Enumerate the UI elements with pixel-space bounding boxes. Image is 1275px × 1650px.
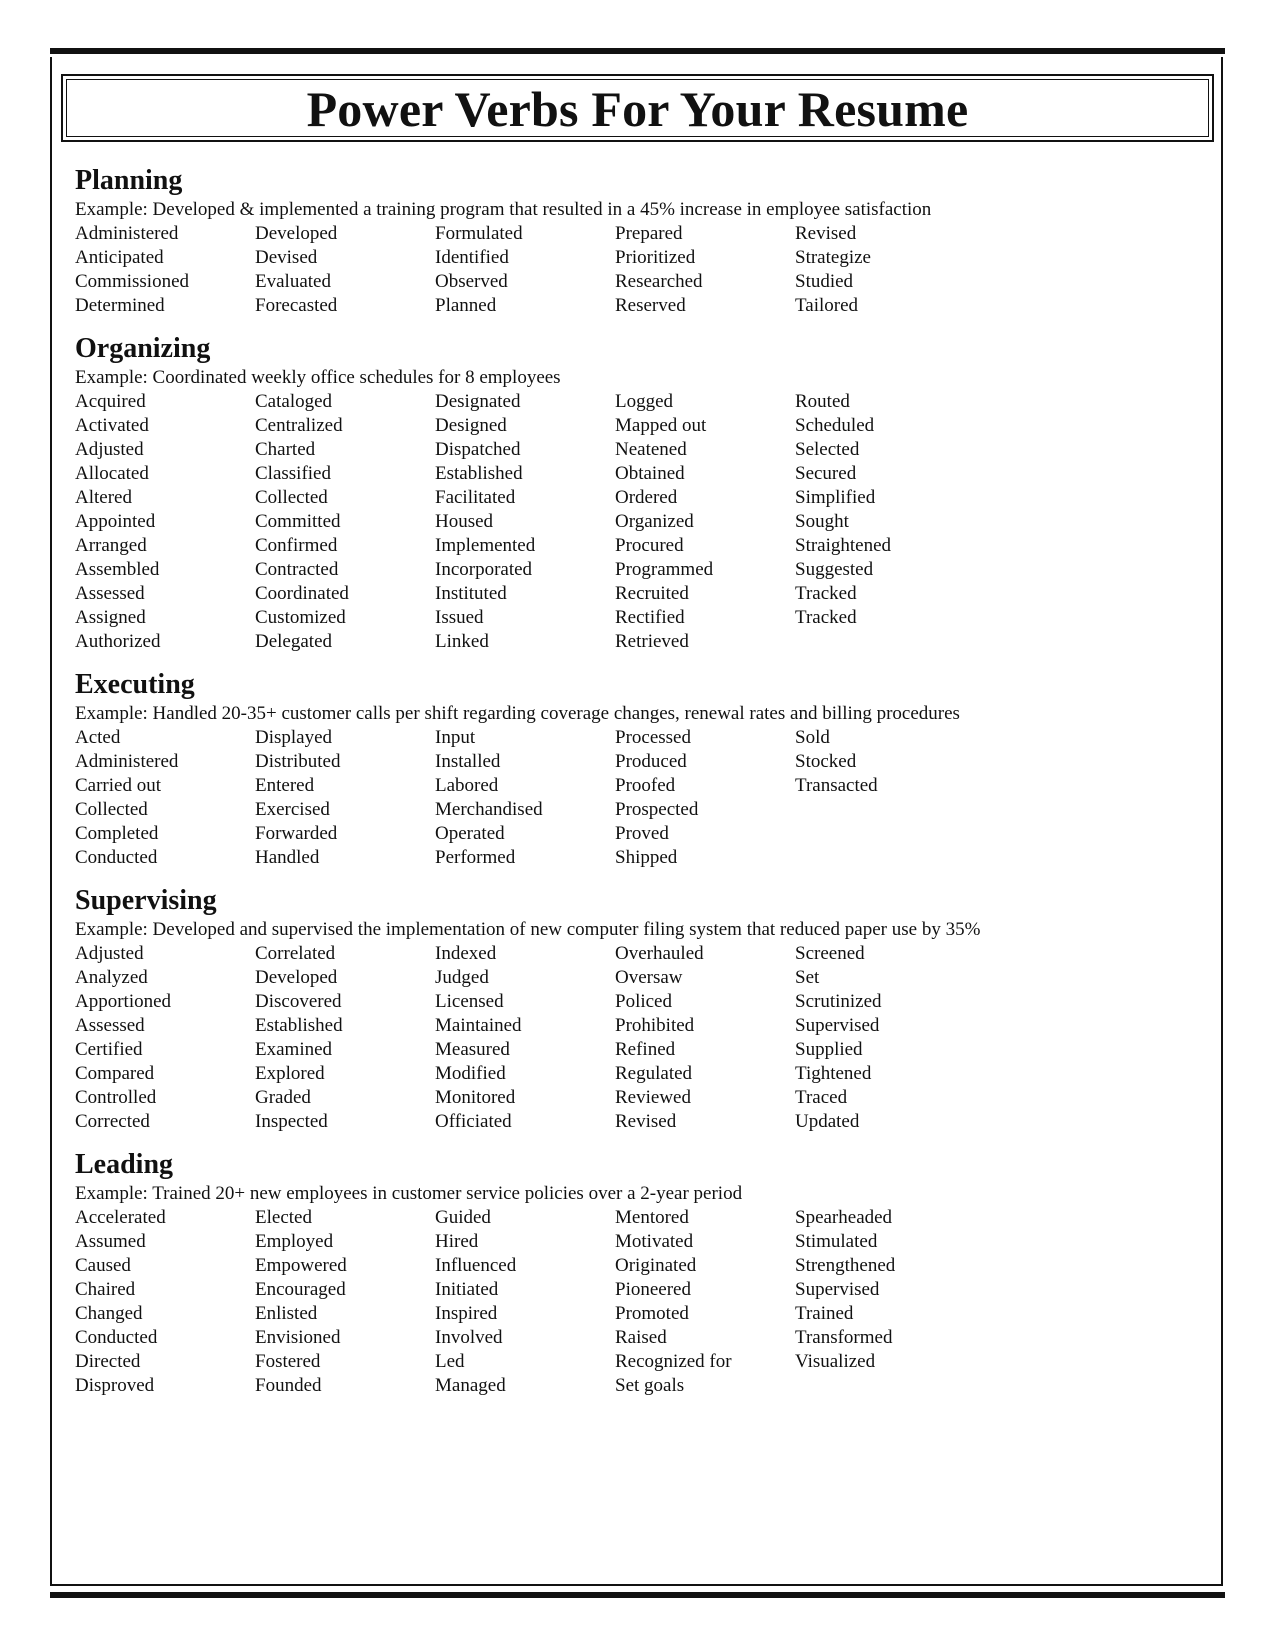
verb-item: Sold bbox=[795, 727, 830, 748]
section-example: Example: Trained 20+ new employees in customer service policies over a 2-year period bbox=[75, 1183, 743, 1204]
verb-item: Retrieved bbox=[615, 631, 689, 652]
verb-item: Assembled bbox=[75, 559, 160, 580]
section-heading: Organizing bbox=[75, 333, 211, 364]
verb-item: Acted bbox=[75, 727, 121, 748]
section-executing bbox=[75, 668, 1215, 870]
verb-item: Initiated bbox=[435, 1279, 499, 1300]
verb-item: Linked bbox=[435, 631, 489, 652]
section-heading: Planning bbox=[75, 165, 183, 196]
verb-item: Licensed bbox=[435, 991, 504, 1012]
verb-item: Transformed bbox=[795, 1327, 893, 1348]
verb-item: Processed bbox=[615, 727, 691, 748]
verb-item: Employed bbox=[255, 1231, 334, 1252]
verb-item bbox=[795, 630, 975, 654]
verb-item: Established bbox=[435, 463, 523, 484]
verb-item: Influenced bbox=[435, 1255, 517, 1276]
verb-item: Classified bbox=[255, 463, 331, 484]
verb-item: Overhauled bbox=[615, 943, 704, 964]
verb-item: Examined bbox=[255, 1039, 333, 1060]
verb-item: Reserved bbox=[615, 295, 686, 316]
verb-item: Straightened bbox=[795, 535, 892, 556]
verb-item: Maintained bbox=[435, 1015, 522, 1036]
verb-item: Pioneered bbox=[615, 1279, 691, 1300]
verb-item: Operated bbox=[435, 823, 505, 844]
verb-item: Involved bbox=[435, 1327, 503, 1348]
verb-item: Inspired bbox=[435, 1303, 498, 1324]
verb-item: Customized bbox=[255, 607, 346, 628]
verb-item: Tightened bbox=[795, 1063, 872, 1084]
verb-item: Supplied bbox=[795, 1039, 863, 1060]
verb-item: Indexed bbox=[435, 943, 497, 964]
verb-item: Elected bbox=[255, 1207, 312, 1228]
verb-item: Authorized bbox=[75, 631, 161, 652]
verb-item: Regulated bbox=[615, 1063, 693, 1084]
section-supervising bbox=[75, 884, 1215, 1134]
verb-item: Carried out bbox=[75, 775, 162, 796]
verb-item: Prepared bbox=[615, 223, 683, 244]
verb-item: Set bbox=[795, 967, 820, 988]
verb-item: Stocked bbox=[795, 751, 857, 772]
verb-item: Incorporated bbox=[435, 559, 533, 580]
verb-item: Screened bbox=[795, 943, 865, 964]
verb-item: Prospected bbox=[615, 799, 699, 820]
verb-item: Activated bbox=[75, 415, 149, 436]
verb-item: Empowered bbox=[255, 1255, 347, 1276]
verb-item: Forecasted bbox=[255, 295, 338, 316]
verb-item: Supervised bbox=[795, 1015, 880, 1036]
verb-grid bbox=[75, 1206, 1215, 1398]
verb-item: Tracked bbox=[795, 583, 857, 604]
verb-item: Led bbox=[435, 1351, 465, 1372]
verb-item: Assessed bbox=[75, 583, 145, 604]
verb-item: Handled bbox=[255, 847, 320, 868]
verb-item: Recognized for bbox=[615, 1351, 732, 1372]
verb-item: Supervised bbox=[795, 1279, 880, 1300]
verb-item: Simplified bbox=[795, 487, 876, 508]
verb-item: Strengthened bbox=[795, 1255, 896, 1276]
verb-item: Dispatched bbox=[435, 439, 521, 460]
verb-item: Observed bbox=[435, 271, 508, 292]
verb-item: Procured bbox=[615, 535, 684, 556]
verb-item: Merchandised bbox=[435, 799, 543, 820]
verb-item: Inspected bbox=[255, 1111, 328, 1132]
verb-item: Appointed bbox=[75, 511, 156, 532]
verb-item: Conducted bbox=[75, 847, 158, 868]
verb-item: Adjusted bbox=[75, 943, 144, 964]
verb-item: Installed bbox=[435, 751, 501, 772]
verb-item: Mentored bbox=[615, 1207, 689, 1228]
verb-item: Apportioned bbox=[75, 991, 172, 1012]
verb-item: Managed bbox=[435, 1375, 506, 1396]
verb-item: Exercised bbox=[255, 799, 330, 820]
bottom-rule bbox=[50, 1592, 1225, 1598]
verb-item: Entered bbox=[255, 775, 315, 796]
verb-item: Accelerated bbox=[75, 1207, 166, 1228]
title-box bbox=[61, 74, 1214, 142]
section-example: Example: Developed and supervised the implementation of new computer filing system that reduced paper use by 35% bbox=[75, 919, 981, 940]
verb-item: Collected bbox=[75, 799, 148, 820]
verb-item: Conducted bbox=[75, 1327, 158, 1348]
verb-item: Scrutinized bbox=[795, 991, 882, 1012]
verb-item: Explored bbox=[255, 1063, 325, 1084]
verb-item: Produced bbox=[615, 751, 687, 772]
verb-item: Envisioned bbox=[255, 1327, 341, 1348]
verb-item: Completed bbox=[75, 823, 159, 844]
verb-item bbox=[795, 846, 975, 870]
verb-item: Changed bbox=[75, 1303, 143, 1324]
verb-item: Correlated bbox=[255, 943, 336, 964]
verb-item: Planned bbox=[435, 295, 497, 316]
verb-item: Proved bbox=[615, 823, 669, 844]
verb-item: Corrected bbox=[75, 1111, 150, 1132]
verb-item: Housed bbox=[435, 511, 494, 532]
verb-item: Promoted bbox=[615, 1303, 689, 1324]
verb-item: Spearheaded bbox=[795, 1207, 893, 1228]
verb-item: Administered bbox=[75, 223, 179, 244]
verb-grid bbox=[75, 222, 1215, 318]
verb-item: Confirmed bbox=[255, 535, 338, 556]
verb-item: Scheduled bbox=[795, 415, 875, 436]
verb-item: Tracked bbox=[795, 607, 857, 628]
verb-item: Administered bbox=[75, 751, 179, 772]
verb-item: Assumed bbox=[75, 1231, 146, 1252]
verb-item: Policed bbox=[615, 991, 672, 1012]
verb-item: Instituted bbox=[435, 583, 507, 604]
verb-item: Altered bbox=[75, 487, 132, 508]
verb-item: Displayed bbox=[255, 727, 333, 748]
verb-item: Secured bbox=[795, 463, 857, 484]
verb-item: Reviewed bbox=[615, 1087, 691, 1108]
verb-item bbox=[795, 1374, 975, 1398]
verb-item: Routed bbox=[795, 391, 850, 412]
section-planning bbox=[75, 164, 1215, 318]
verb-item: Enlisted bbox=[255, 1303, 318, 1324]
verb-item: Ordered bbox=[615, 487, 678, 508]
section-heading: Executing bbox=[75, 669, 195, 700]
verb-item: Cataloged bbox=[255, 391, 333, 412]
verb-item: Tailored bbox=[795, 295, 859, 316]
page-title: Power Verbs For Your Resume bbox=[306, 81, 969, 137]
verb-item: Committed bbox=[255, 511, 341, 532]
verb-item: Facilitated bbox=[435, 487, 516, 508]
verb-item: Guided bbox=[435, 1207, 491, 1228]
verb-item: Measured bbox=[435, 1039, 510, 1060]
verb-item: Obtained bbox=[615, 463, 685, 484]
verb-item: Certified bbox=[75, 1039, 143, 1060]
verb-item: Devised bbox=[255, 247, 318, 268]
verb-item: Neatened bbox=[615, 439, 687, 460]
verb-item: Set goals bbox=[615, 1375, 685, 1396]
verb-item: Transacted bbox=[795, 775, 878, 796]
verb-item: Evaluated bbox=[255, 271, 331, 292]
verb-item: Issued bbox=[435, 607, 484, 628]
verb-item: Coordinated bbox=[255, 583, 349, 604]
verb-item: Identified bbox=[435, 247, 509, 268]
verb-item: Rectified bbox=[615, 607, 685, 628]
verb-item: Updated bbox=[795, 1111, 860, 1132]
verb-item: Traced bbox=[795, 1087, 848, 1108]
verb-item: Anticipated bbox=[75, 247, 164, 268]
verb-item: Revised bbox=[795, 223, 857, 244]
verb-item: Motivated bbox=[615, 1231, 694, 1252]
verb-item: Labored bbox=[435, 775, 499, 796]
verb-item: Shipped bbox=[615, 847, 678, 868]
verb-item: Disproved bbox=[75, 1375, 155, 1396]
section-organizing bbox=[75, 332, 1215, 654]
verb-item: Commissioned bbox=[75, 271, 190, 292]
verb-item: Controlled bbox=[75, 1087, 157, 1108]
section-leading bbox=[75, 1148, 1215, 1398]
verb-item: Delegated bbox=[255, 631, 333, 652]
verb-item: Compared bbox=[75, 1063, 155, 1084]
section-heading: Leading bbox=[75, 1149, 174, 1180]
verb-item: Oversaw bbox=[615, 967, 683, 988]
verb-item: Formulated bbox=[435, 223, 523, 244]
verb-item: Designed bbox=[435, 415, 507, 436]
verb-item: Selected bbox=[795, 439, 860, 460]
verb-item: Allocated bbox=[75, 463, 149, 484]
verb-item: Judged bbox=[435, 967, 489, 988]
verb-item: Researched bbox=[615, 271, 703, 292]
verb-item: Monitored bbox=[435, 1087, 516, 1108]
verb-item: Established bbox=[255, 1015, 343, 1036]
verb-grid bbox=[75, 390, 1215, 654]
verb-item bbox=[795, 822, 975, 846]
verb-item: Refined bbox=[615, 1039, 676, 1060]
verb-item: Implemented bbox=[435, 535, 536, 556]
verb-item: Forwarded bbox=[255, 823, 338, 844]
verb-item: Centralized bbox=[255, 415, 343, 436]
verb-item: Officiated bbox=[435, 1111, 512, 1132]
verb-item: Chaired bbox=[75, 1279, 136, 1300]
verb-item: Mapped out bbox=[615, 415, 707, 436]
verb-item: Graded bbox=[255, 1087, 311, 1108]
top-rule bbox=[50, 48, 1225, 54]
verb-item: Visualized bbox=[795, 1351, 876, 1372]
verb-item: Suggested bbox=[795, 559, 874, 580]
verb-item: Organized bbox=[615, 511, 694, 532]
verb-item: Trained bbox=[795, 1303, 854, 1324]
section-example: Example: Handled 20-35+ customer calls per shift regarding coverage changes, renewal rates and billing procedures bbox=[75, 703, 960, 724]
verb-grid bbox=[75, 942, 1215, 1134]
section-example: Example: Coordinated weekly office schedules for 8 employees bbox=[75, 367, 561, 388]
verb-item: Performed bbox=[435, 847, 516, 868]
verb-item: Stimulated bbox=[795, 1231, 878, 1252]
verb-item: Distributed bbox=[255, 751, 341, 772]
verb-item: Modified bbox=[435, 1063, 506, 1084]
verb-item: Prioritized bbox=[615, 247, 696, 268]
verb-item: Proofed bbox=[615, 775, 676, 796]
verb-item: Studied bbox=[795, 271, 854, 292]
verb-item: Raised bbox=[615, 1327, 667, 1348]
verb-item: Recruited bbox=[615, 583, 689, 604]
verb-item: Strategize bbox=[795, 247, 871, 268]
verb-item: Input bbox=[435, 727, 476, 748]
verb-item: Originated bbox=[615, 1255, 697, 1276]
verb-item: Caused bbox=[75, 1255, 131, 1276]
verb-item: Sought bbox=[795, 511, 849, 532]
verb-item: Assigned bbox=[75, 607, 146, 628]
verb-item: Prohibited bbox=[615, 1015, 695, 1036]
verb-item: Discovered bbox=[255, 991, 342, 1012]
verb-sections bbox=[75, 164, 1215, 1412]
verb-item: Programmed bbox=[615, 559, 714, 580]
section-heading: Supervising bbox=[75, 885, 217, 916]
verb-item: Acquired bbox=[75, 391, 146, 412]
verb-item: Contracted bbox=[255, 559, 339, 580]
verb-item: Hired bbox=[435, 1231, 479, 1252]
verb-item: Collected bbox=[255, 487, 328, 508]
verb-grid bbox=[75, 726, 1215, 870]
verb-item bbox=[795, 798, 975, 822]
verb-item: Analyzed bbox=[75, 967, 148, 988]
section-example: Example: Developed & implemented a training program that resulted in a 45% increase in employee satisfaction bbox=[75, 199, 932, 220]
verb-item: Charted bbox=[255, 439, 316, 460]
verb-item: Encouraged bbox=[255, 1279, 346, 1300]
verb-item: Designated bbox=[435, 391, 521, 412]
verb-item: Developed bbox=[255, 223, 338, 244]
verb-item: Developed bbox=[255, 967, 338, 988]
verb-item: Adjusted bbox=[75, 439, 144, 460]
verb-item: Fostered bbox=[255, 1351, 321, 1372]
verb-item: Logged bbox=[615, 391, 674, 412]
verb-item: Founded bbox=[255, 1375, 322, 1396]
verb-item: Determined bbox=[75, 295, 165, 316]
verb-item: Directed bbox=[75, 1351, 141, 1372]
verb-item: Assessed bbox=[75, 1015, 145, 1036]
verb-item: Arranged bbox=[75, 535, 147, 556]
verb-item: Revised bbox=[615, 1111, 677, 1132]
